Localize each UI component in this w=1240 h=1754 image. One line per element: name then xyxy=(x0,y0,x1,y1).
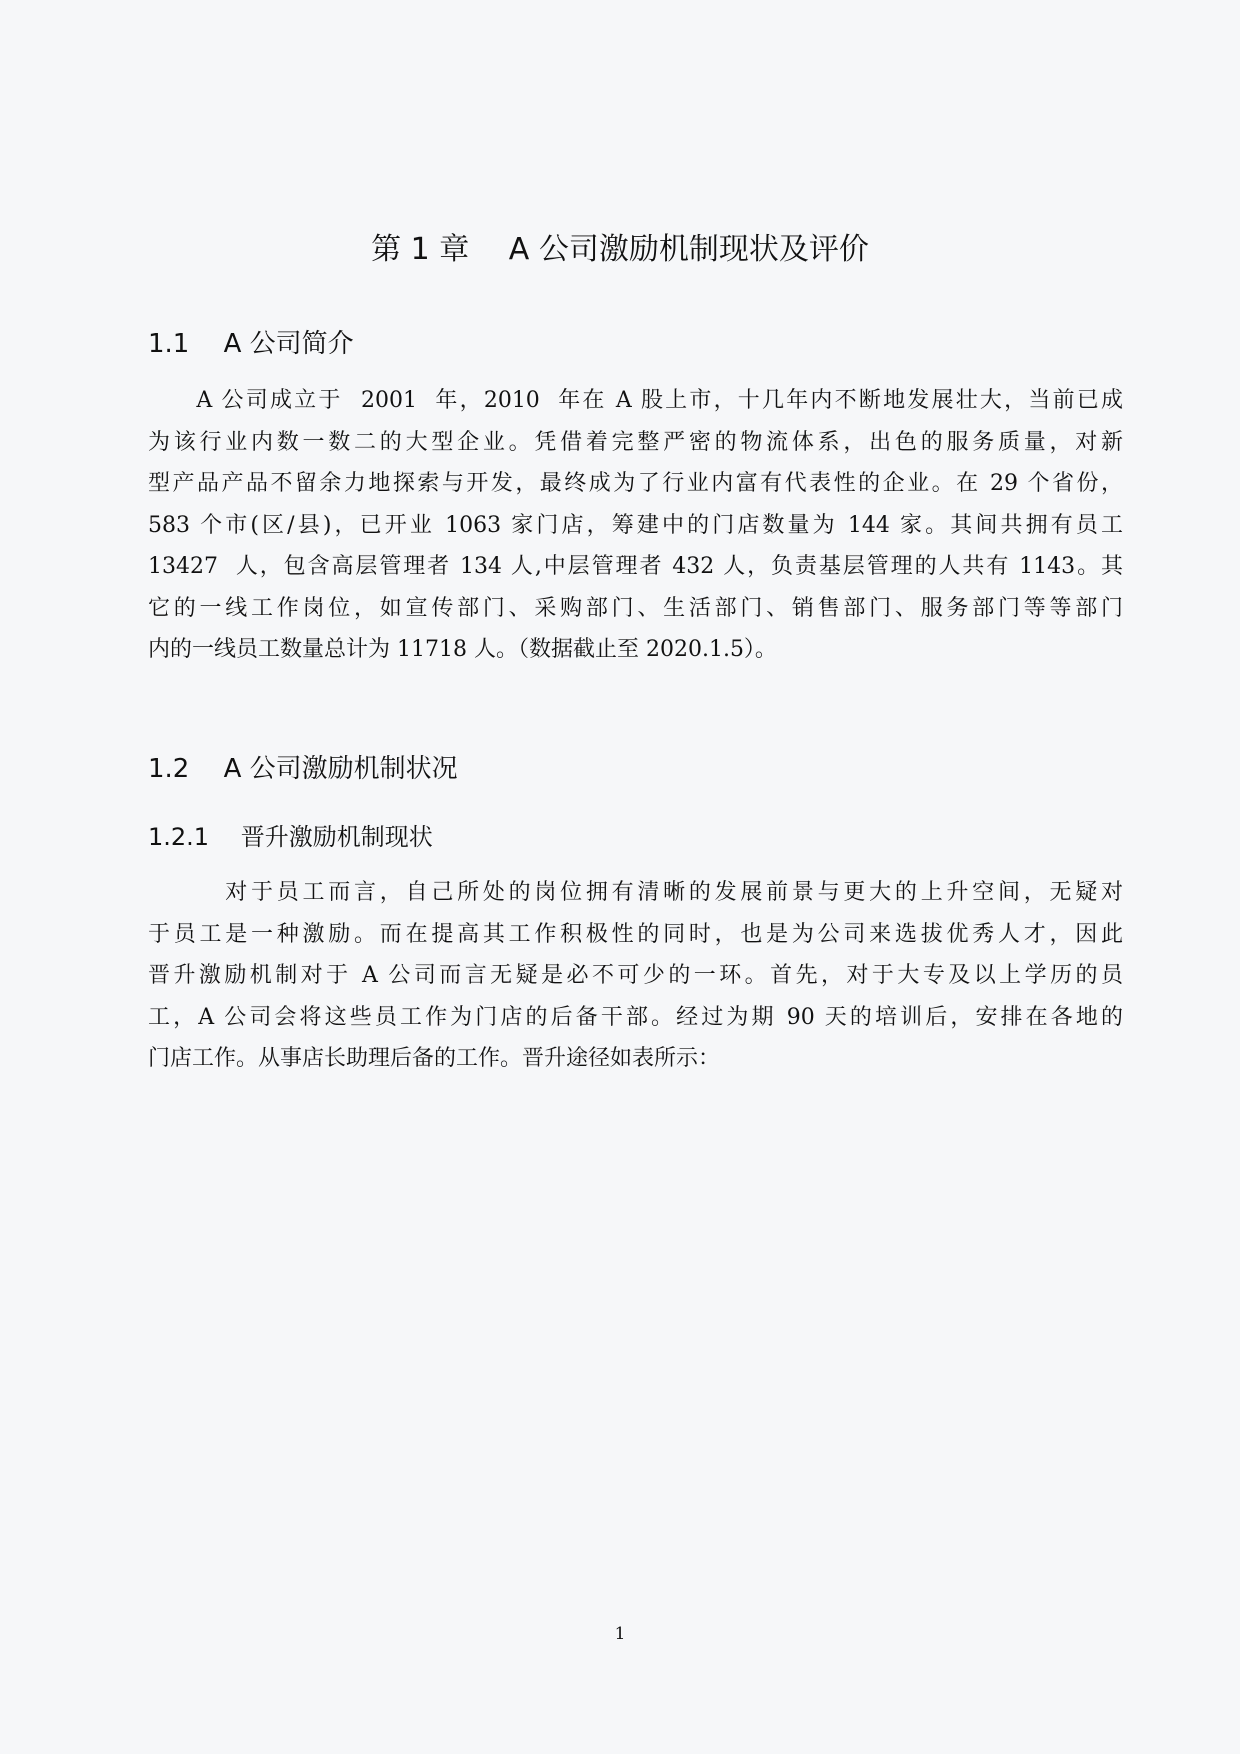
paragraph-line: 为该行业内数一数二的大型企业。凭借着完整严密的物流体系，出色的服务质量，对新 xyxy=(148,429,1123,455)
paragraph-line: 型产品产品不留余力地探索与开发，最终成为了行业内富有代表性的企业。在 29 个省份， xyxy=(148,471,1123,496)
section-heading-1-2: 1.2 A 公司激励机制状况 xyxy=(148,754,458,784)
paragraph-line: 晋升激励机制对于 A 公司而言无疑是必不可少的一环。首先，对于大专及以上学历的员 xyxy=(148,963,1123,988)
paragraph-promotion-mechanism xyxy=(148,872,1123,1080)
paragraph-line: 工，A 公司会将这些员工作为门店的后备干部。经过为期 90 天的培训后，安排在各地的 xyxy=(148,1004,1123,1030)
paragraph-line: A 公司成立于 2001 年，2010 年在 A 股上市，十几年内不断地发展壮大，当前已成 xyxy=(148,388,1123,413)
paragraph-line: 13427 人，包含高层管理者 134 人,中层管理者 432 人，负责基层管理的人共有 1143。其 xyxy=(148,554,1123,579)
paragraph-line: 它的一线工作岗位，如宣传部门、采购部门、生活部门、销售部门、服务部门等等部门 xyxy=(148,595,1123,621)
paragraph-line: 内的一线员工数量总计为 11718 人。（数据截止至 2020.1.5）。 xyxy=(148,637,777,662)
paragraph-line: 583 个市(区/县)，已开业 1063 家门店，筹建中的门店数量为 144 家。其间共拥有员工 xyxy=(148,512,1123,538)
chapter-title: 第 1 章 A 公司激励机制现状及评价 xyxy=(371,232,869,267)
paragraph-line: 于员工是一种激励。而在提高其工作积极性的同时，也是为公司来选拔优秀人才，因此 xyxy=(148,921,1123,947)
page-number: 1 xyxy=(614,1624,626,1644)
paragraph-line: 对于员工而言，自己所处的岗位拥有清晰的发展前景与更大的上升空间，无疑对 xyxy=(148,880,1123,905)
paragraph-line: 门店工作。从事店长助理后备的工作。晋升途径如表所示： xyxy=(148,1046,721,1071)
section-heading-1-2-1: 1.2.1 晋升激励机制现状 xyxy=(148,823,433,851)
paragraph-company-intro xyxy=(148,380,1123,671)
section-heading-1-1: 1.1 A 公司简介 xyxy=(148,329,354,359)
